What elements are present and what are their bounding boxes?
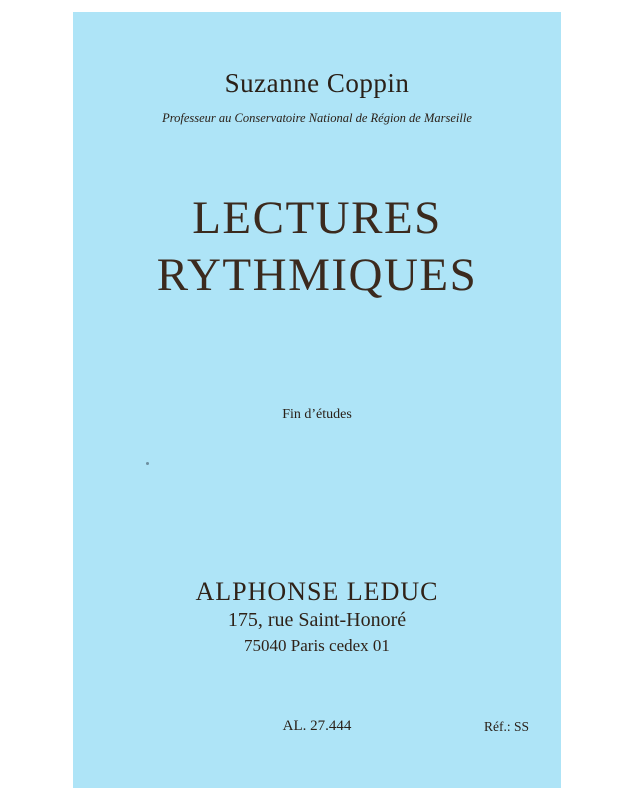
author-credentials: Professeur au Conservatoire National de Région de Marseille (162, 111, 472, 125)
catalog-number: AL. 27.444 (282, 718, 352, 734)
print-mark (146, 462, 149, 465)
cover-content (73, 12, 561, 788)
publisher-city: 75040 Paris cedex 01 (244, 636, 390, 655)
book-subtitle: Fin d’études (282, 407, 352, 422)
book-cover (73, 12, 561, 788)
book-title-line-2: RYTHMIQUES (156, 249, 478, 302)
book-title-line-1: LECTURES (192, 192, 442, 244)
book-title (73, 190, 561, 305)
reference-code: Réf.: SS (483, 719, 529, 734)
author-name: Suzanne Coppin (224, 68, 410, 98)
publisher-name: ALPHONSE LEDUC (195, 577, 439, 606)
publisher-address: 175, rue Saint-Honoré (227, 609, 407, 631)
